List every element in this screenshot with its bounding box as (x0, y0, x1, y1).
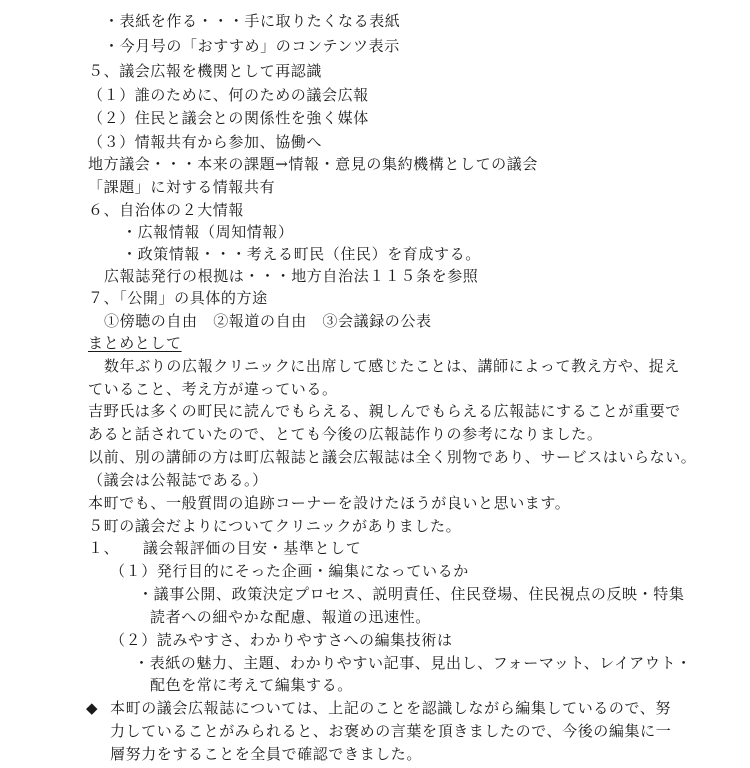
diamond-bullet-icon: ◆ (86, 699, 98, 717)
criteria-2-detail-2: 配色を常に考えて編集する。 (150, 676, 353, 694)
para-4: 本町でも、一般質問の追跡コーナーを設けたほうが良いと思います。 (88, 494, 571, 512)
line-cover-make: ・表紙を作る・・・手に取りたくなる表紙 (104, 12, 401, 30)
conclusion-line-2: 力していることがみられると、お褒めの言葉を頂きましたので、今後の編集に一 (110, 722, 672, 740)
line-issue-sharing: 「課題」に対する情報共有 (88, 178, 276, 196)
line-5-2: （２）住民と議会との関係性を強く媒体 (88, 109, 369, 127)
criteria-2-detail-1: ・表紙の魅力、主題、わかりやすい記事、見出し、フォーマット、レイアウト・ (134, 654, 692, 672)
para-1-line-1: 数年ぶりの広報クリニックに出席して感じたことは、講師によって教え方や、捉え (104, 357, 681, 375)
heading-1-criteria: １、 議会報評価の目安・基準として (88, 539, 362, 557)
conclusion-line-3: 層努力をすることを全員で確認できました。 (110, 745, 423, 763)
line-recommend-content: ・今月号の「おすすめ」のコンテンツ表示 (104, 37, 400, 55)
line-pr-info: ・広報情報（周知情報） (122, 223, 294, 241)
para-2-line-1: 吉野氏は多くの町民に読んでもらえる、親しんでもらえる広報誌にすることが重要で (88, 402, 681, 420)
line-local-assembly: 地方議会・・・本来の課題→情報・意見の集約機構としての議会 (88, 155, 538, 173)
para-2-line-2: あると話されていたので、とても今後の広報誌作りの参考になりました。 (88, 425, 603, 443)
heading-7: ７、「公開」の具体的方途 (88, 289, 268, 307)
criteria-2: （２）読みやすさ、わかりやすさへの編集技術は (110, 631, 453, 649)
heading-5: ５、議会広報を機関として再認識 (88, 62, 323, 80)
para-3-line-2: （議会は公報誌である。） (88, 471, 268, 489)
para-3-line-1: 以前、別の講師の方は町広報誌と議会広報誌は全く別物であり、サービスはいらない。 (88, 448, 697, 466)
criteria-1: （１）発行目的にそった企画・編集になっているか (110, 562, 469, 580)
criteria-1-detail-2: 読者への細やかな配慮、報道の迅速性。 (150, 608, 431, 626)
criteria-1-detail-1: ・議事公開、政策決定プロセス、説明責任、住民登場、住民視点の反映・特集 (138, 585, 685, 603)
line-policy-info: ・政策情報・・・考える町民（住民）を育成する。 (122, 245, 481, 263)
conclusion-line-1: 本町の議会広報誌については、上記のことを認識しながら編集しているので、努 (110, 699, 672, 717)
para-1-line-2: ていること、考え方が違っている。 (88, 380, 338, 398)
line-5-3: （３）情報共有から参加、協働へ (88, 133, 323, 151)
heading-6: ６、自治体の２大情報 (88, 201, 245, 219)
line-5-1: （１）誰のために、何のための議会広報 (88, 86, 369, 104)
para-5: ５町の議会だよりについてクリニックがありました。 (88, 517, 462, 535)
line-three-freedoms: ①傍聴の自由 ②報道の自由 ③会議録の公表 (104, 312, 432, 330)
line-legal-basis: 広報誌発行の根拠は・・・地方自治法１１５条を参照 (104, 267, 479, 285)
section-summary-heading: まとめとして (88, 334, 182, 352)
